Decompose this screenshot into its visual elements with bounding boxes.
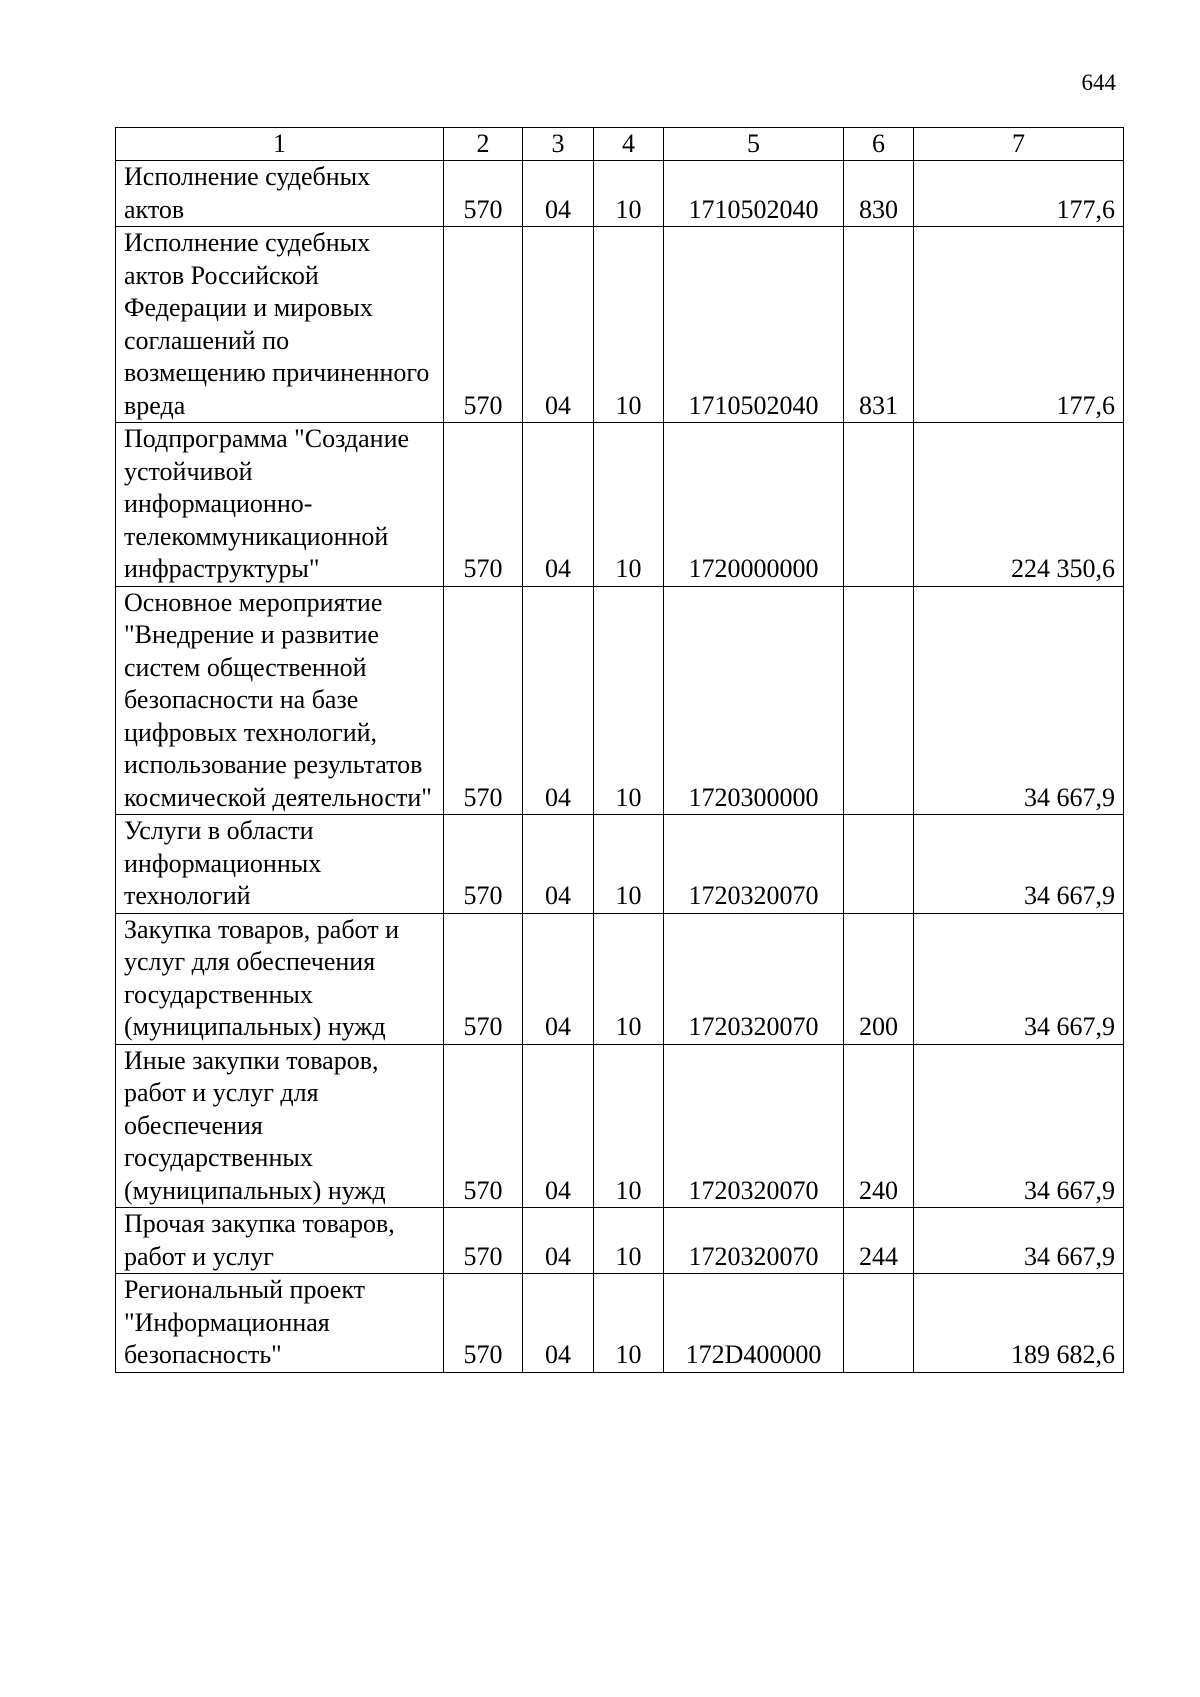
row-expense-type	[844, 815, 914, 914]
row-target-article: 1710502040	[664, 161, 844, 227]
row-name: Основное мероприятие "Внедрение и развитие систем общественной безопасности на базе цифровых технологий, использование результатов космической деятельности"	[116, 586, 444, 815]
row-name: Прочая закупка товаров, работ и услуг	[116, 1208, 444, 1274]
row-expense-type: 244	[844, 1208, 914, 1274]
row-target-article: 172D400000	[664, 1274, 844, 1373]
row-code-section: 04	[523, 815, 594, 914]
row-code-subsection: 10	[594, 815, 664, 914]
row-amount: 34 667,9	[914, 1208, 1124, 1274]
row-target-article: 1720320070	[664, 1208, 844, 1274]
row-code-section: 04	[523, 1208, 594, 1274]
row-code-ministry: 570	[444, 913, 523, 1044]
column-header-4: 4	[594, 128, 664, 161]
row-amount: 224 350,6	[914, 423, 1124, 587]
row-target-article: 1720320070	[664, 913, 844, 1044]
table-row	[116, 227, 1124, 423]
row-amount: 34 667,9	[914, 913, 1124, 1044]
row-amount: 177,6	[914, 161, 1124, 227]
header-row	[116, 128, 1124, 161]
row-code-subsection: 10	[594, 913, 664, 1044]
table-row	[116, 1274, 1124, 1373]
row-target-article: 1710502040	[664, 227, 844, 423]
row-name: Подпрограмма "Создание устойчивой информационно-телекоммуникационной инфраструктуры"	[116, 423, 444, 587]
row-code-ministry: 570	[444, 1208, 523, 1274]
row-code-section: 04	[523, 161, 594, 227]
row-amount: 189 682,6	[914, 1274, 1124, 1373]
row-target-article: 1720320070	[664, 1044, 844, 1208]
row-code-section: 04	[523, 586, 594, 815]
table-row	[116, 815, 1124, 914]
row-expense-type: 200	[844, 913, 914, 1044]
row-code-ministry: 570	[444, 815, 523, 914]
row-code-section: 04	[523, 913, 594, 1044]
row-code-section: 04	[523, 227, 594, 423]
row-code-subsection: 10	[594, 227, 664, 423]
table-row	[116, 1208, 1124, 1274]
row-expense-type: 240	[844, 1044, 914, 1208]
row-code-subsection: 10	[594, 423, 664, 587]
row-expense-type	[844, 586, 914, 815]
row-code-subsection: 10	[594, 1274, 664, 1373]
row-name: Исполнение судебных актов	[116, 161, 444, 227]
column-header-6: 6	[844, 128, 914, 161]
row-code-ministry: 570	[444, 1274, 523, 1373]
row-expense-type: 831	[844, 227, 914, 423]
row-code-ministry: 570	[444, 227, 523, 423]
row-name: Иные закупки товаров, работ и услуг для обеспечения государственных (муниципальных) нужд	[116, 1044, 444, 1208]
row-code-subsection: 10	[594, 1044, 664, 1208]
table-row	[116, 1044, 1124, 1208]
row-name: Исполнение судебных актов Российской Федерации и мировых соглашений по возмещению причиненного вреда	[116, 227, 444, 423]
row-target-article: 1720320070	[664, 815, 844, 914]
row-target-article: 1720300000	[664, 586, 844, 815]
row-amount: 34 667,9	[914, 586, 1124, 815]
row-code-section: 04	[523, 423, 594, 587]
column-header-3: 3	[523, 128, 594, 161]
table-row	[116, 161, 1124, 227]
row-code-ministry: 570	[444, 423, 523, 587]
row-name: Услуги в области информационных технологий	[116, 815, 444, 914]
table-row	[116, 913, 1124, 1044]
row-target-article: 1720000000	[664, 423, 844, 587]
row-expense-type	[844, 423, 914, 587]
row-code-subsection: 10	[594, 161, 664, 227]
row-expense-type: 830	[844, 161, 914, 227]
row-code-ministry: 570	[444, 1044, 523, 1208]
column-header-2: 2	[444, 128, 523, 161]
row-code-section: 04	[523, 1274, 594, 1373]
column-header-5: 5	[664, 128, 844, 161]
table-row	[116, 423, 1124, 587]
row-code-subsection: 10	[594, 1208, 664, 1274]
row-name: Закупка товаров, работ и услуг для обеспечения государственных (муниципальных) нужд	[116, 913, 444, 1044]
row-code-subsection: 10	[594, 586, 664, 815]
page-number: 644	[1081, 70, 1116, 95]
row-code-section: 04	[523, 1044, 594, 1208]
row-amount: 34 667,9	[914, 815, 1124, 914]
budget-table	[115, 127, 1124, 1373]
row-name: Региональный проект "Информационная безопасность"	[116, 1274, 444, 1373]
column-header-1: 1	[116, 128, 444, 161]
row-code-ministry: 570	[444, 586, 523, 815]
row-code-ministry: 570	[444, 161, 523, 227]
table-row	[116, 586, 1124, 815]
row-expense-type	[844, 1274, 914, 1373]
column-header-7: 7	[914, 128, 1124, 161]
row-amount: 177,6	[914, 227, 1124, 423]
row-amount: 34 667,9	[914, 1044, 1124, 1208]
